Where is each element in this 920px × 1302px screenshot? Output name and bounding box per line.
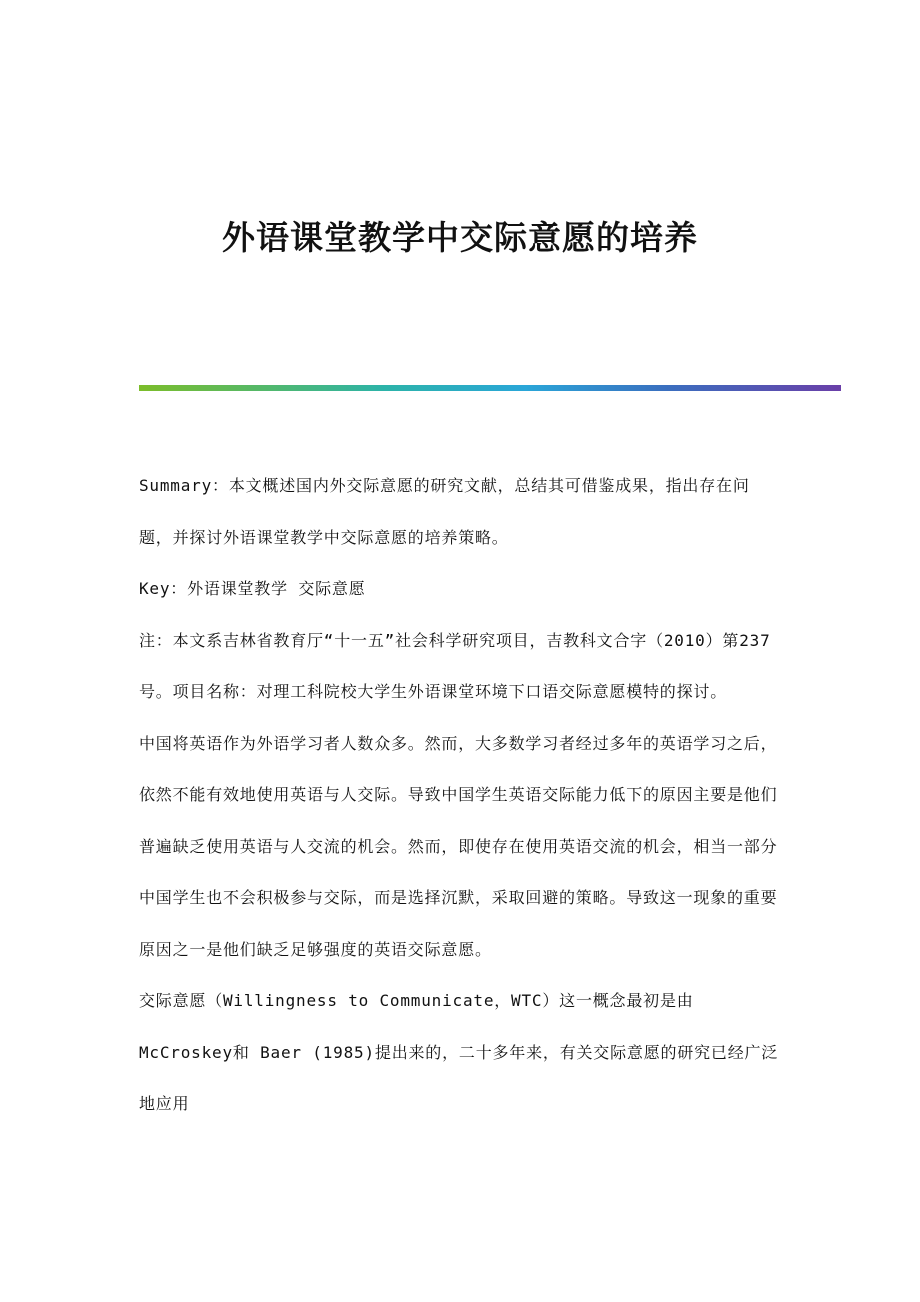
note-paragraph: 注：本文系吉林省教育厅“十一五”社会科学研究项目，吉教科文合字（2010）第237号。项目名称：对理工科院校大学生外语课堂环境下口语交际意愿模特的探讨。 (139, 630, 771, 701)
page-title: 外语课堂教学中交际意愿的培养 (222, 218, 698, 257)
body-paragraph-1: 中国将英语作为外语学习者人数众多。然而，大多数学习者经过多年的英语学习之后，依然不能有效地使用英语与人交际。导致中国学生英语交际能力低下的原因主要是他们普遍缺乏使用英语与人交流的机会。然而，即使存在使用英语交流的机会，相当一部分中国学生也不会积极参与交际，而是选择沉默，采取回避的策略。导致这一现象的重要原因之一是他们缺乏足够强度的英语交际意愿。 (139, 733, 778, 959)
keywords-paragraph: Key：外语课堂教学 交际意愿 (139, 579, 366, 598)
title-divider (139, 385, 841, 391)
document-body (139, 460, 779, 1130)
summary-paragraph: Summary：本文概述国内外交际意愿的研究文献，总结其可借鉴成果，指出存在问题，并探讨外语课堂教学中交际意愿的培养策略。 (139, 476, 750, 547)
body-paragraph-2: 交际意愿（Willingness to Communicate，WTC）这一概念最初是由McCroskey和 Baer (1985)提出来的，二十多年来，有关交际意愿的研究已经广泛地应用 (139, 991, 779, 1113)
